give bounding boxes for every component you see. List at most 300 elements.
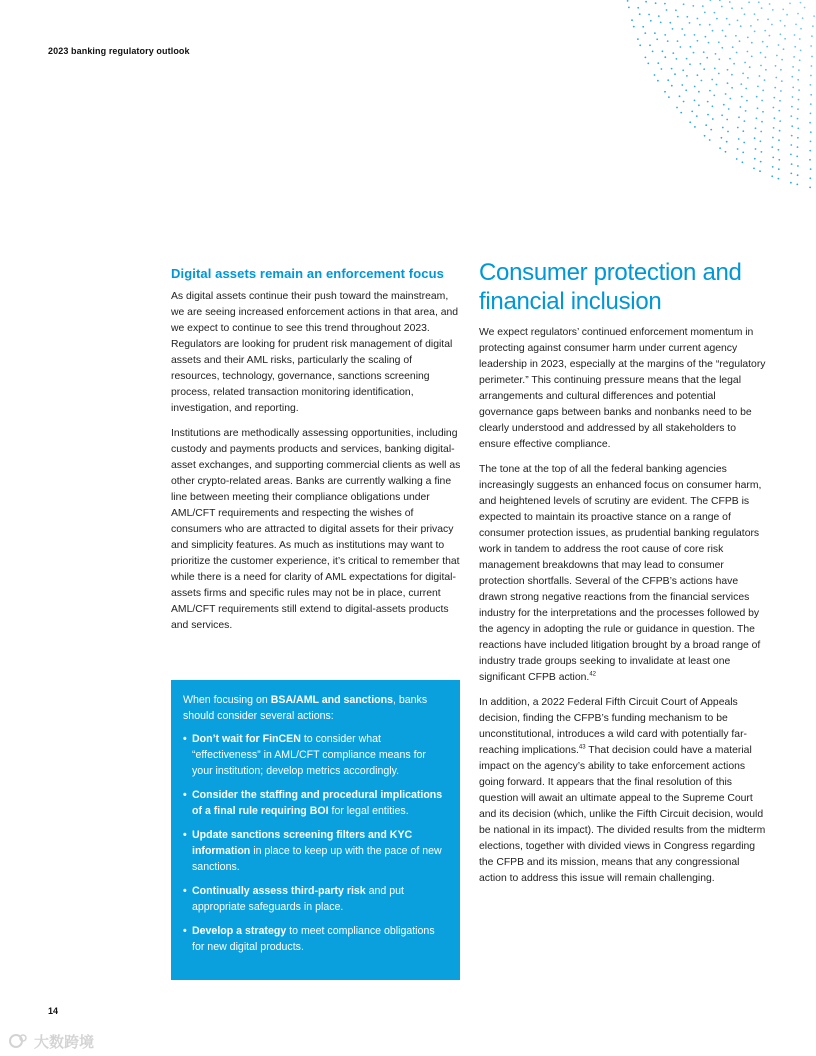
decorative-dot xyxy=(650,20,652,22)
decorative-dot xyxy=(697,18,699,20)
decorative-dot xyxy=(714,68,716,70)
decorative-dot xyxy=(755,148,757,150)
decorative-dot xyxy=(710,129,712,131)
page-number: 14 xyxy=(48,1006,59,1016)
decorative-dot xyxy=(798,69,800,71)
decorative-dot xyxy=(642,26,644,28)
decorative-dot xyxy=(723,104,725,106)
decorative-dot xyxy=(760,52,762,54)
list-item: • Continually assess third-party risk and put appropriate safeguards in place. xyxy=(183,885,404,913)
decorative-dot xyxy=(798,89,800,91)
decorative-dot xyxy=(774,117,776,119)
decorative-dot xyxy=(809,150,811,152)
decorative-dot xyxy=(802,17,804,19)
list-item: • Consider the staffing and procedural implications of a final rule requiring BOI for legal entities. xyxy=(183,789,443,817)
decorative-dot xyxy=(709,24,711,26)
decorative-dot xyxy=(767,18,769,20)
decorative-dot xyxy=(741,96,743,98)
decorative-dot xyxy=(731,87,733,89)
decorative-dot xyxy=(754,158,756,160)
decorative-dot xyxy=(759,75,761,77)
decorative-dot xyxy=(810,75,812,77)
decorative-dot xyxy=(796,184,798,186)
decorative-dot xyxy=(738,138,740,140)
paragraph: In addition, a 2022 Federal Fifth Circuit Court of Appeals decision, finding the CFPB’s funding mechanism to be unconstitutional, introduces a wild card with potentially far-reaching implications.$^{43}$ That decision could have a material impact on the agency’s ability to take enforcement actions going forward. It appears that the final resolution of this question will await an ultimate appeal to the Supreme Court and its decision (which, unlike the Fifth Circuit decision, would be national in its impact). The divided results from the midterm elections, together with divided views in Congress regarding the CFPB and its mission, means that any congressional action to address this issue will remain challenging. xyxy=(479,697,766,884)
decorative-dot xyxy=(760,131,762,133)
decorative-dot xyxy=(727,82,729,84)
decorative-dot xyxy=(775,77,777,79)
decorative-dot xyxy=(671,68,673,70)
decorative-dot xyxy=(784,38,786,40)
decorative-dot xyxy=(740,83,742,85)
decorative-dot xyxy=(810,113,812,115)
decorative-dot xyxy=(791,125,793,127)
decorative-dot xyxy=(681,28,683,30)
decorative-dot xyxy=(778,168,780,170)
decorative-dot xyxy=(698,104,700,106)
decorative-dot xyxy=(790,182,792,184)
decorative-dot xyxy=(772,157,774,159)
decorative-dot xyxy=(743,142,745,144)
decorative-dot xyxy=(729,58,731,60)
decorative-dot xyxy=(656,38,658,40)
decorative-dot xyxy=(652,51,654,53)
bullet-icon: • xyxy=(183,925,187,937)
callout-intro: When focusing on BSA/AML and sanctions, banks should consider several actions: xyxy=(183,694,428,722)
decorative-dot xyxy=(697,74,699,76)
decorative-dot xyxy=(778,149,780,151)
decorative-dot xyxy=(700,63,702,65)
decorative-dot xyxy=(747,77,749,79)
decorative-dot xyxy=(692,5,694,7)
decorative-dot xyxy=(647,63,649,65)
decorative-dot xyxy=(780,69,782,71)
decorative-dot xyxy=(689,22,691,24)
decorative-dot xyxy=(719,147,721,149)
decorative-dot xyxy=(661,68,663,70)
decorative-dot xyxy=(800,2,802,4)
decorative-dot xyxy=(664,91,666,93)
decorative-dot xyxy=(657,62,659,64)
decorative-dot xyxy=(744,62,746,64)
decorative-dot xyxy=(698,91,700,93)
decorative-dot xyxy=(728,108,730,110)
decorative-dot xyxy=(810,94,812,96)
paragraph: As digital assets continue their push toward the mainstream, we are seeing increased enforcement actions in that area, and we expect to continue to see this trend throughout 2023. Regulators are looking for prudent risk management of digital assets and their AML risks, particularly the scaling of resources, technology, governance, sanctions screening process, related transaction monitoring identification, investigation, and reporting. xyxy=(171,291,459,414)
decorative-dot xyxy=(738,116,740,118)
decorative-dot xyxy=(773,127,775,129)
decorative-dot xyxy=(668,96,670,98)
decorative-dot xyxy=(742,73,744,75)
decorative-dot xyxy=(709,139,711,141)
decorative-dot xyxy=(729,1,731,3)
decorative-dot xyxy=(658,15,660,17)
decorative-dot xyxy=(689,63,691,65)
decorative-dot xyxy=(715,53,717,55)
decorative-dot-pattern xyxy=(616,0,816,200)
decorative-dot xyxy=(639,13,641,15)
decorative-dot xyxy=(664,34,666,36)
decorative-dot xyxy=(769,35,771,37)
decorative-dot xyxy=(735,35,737,37)
list-item: • Don’t wait for FinCEN to consider what “effectiveness” in AML/CFT compliance means for your institution; develop metrics accordingly. xyxy=(183,733,426,777)
decorative-dot xyxy=(747,37,749,39)
decorative-dot xyxy=(664,3,666,5)
decorative-dot xyxy=(757,107,759,109)
decorative-dot xyxy=(648,14,650,16)
decorative-dot xyxy=(712,118,714,120)
decorative-dot xyxy=(786,14,788,16)
bullet-icon: • xyxy=(183,733,187,745)
decorative-dot xyxy=(744,13,746,15)
decorative-dot xyxy=(731,7,733,9)
decorative-dot xyxy=(794,34,796,36)
decorative-dot xyxy=(684,34,686,36)
decorative-dot xyxy=(779,120,781,122)
decorative-dot xyxy=(739,40,741,42)
decorative-dot xyxy=(797,137,799,139)
decorative-dot xyxy=(681,84,683,86)
decorative-dot xyxy=(772,9,774,11)
decorative-dot xyxy=(813,15,815,17)
decorative-dot xyxy=(762,90,764,92)
decorative-dot xyxy=(721,47,723,49)
decorative-dot xyxy=(693,52,695,54)
decorative-dot xyxy=(645,1,647,3)
decorative-dot xyxy=(705,36,707,38)
decorative-dot xyxy=(761,100,763,102)
decorative-dot xyxy=(676,58,678,60)
decorative-dot xyxy=(674,73,676,75)
decorative-dot xyxy=(733,63,735,65)
decorative-dot xyxy=(761,121,763,123)
decorative-dot xyxy=(645,57,647,59)
decorative-dot xyxy=(676,107,678,109)
decorative-dot xyxy=(760,161,762,163)
decorative-dot xyxy=(748,1,750,3)
decorative-dot xyxy=(711,79,713,81)
decorative-dot xyxy=(694,34,696,36)
decorative-dot xyxy=(796,156,798,158)
decorative-dot xyxy=(809,122,811,124)
decorative-dot xyxy=(667,79,669,81)
decorative-dot xyxy=(776,55,778,57)
decorative-dot xyxy=(664,56,666,58)
decorative-dot xyxy=(686,75,688,77)
decorative-dot xyxy=(736,158,738,160)
decorative-dot xyxy=(789,3,791,5)
decorative-dot xyxy=(742,130,744,132)
decorative-dot xyxy=(799,38,801,40)
paragraph: We expect regulators’ continued enforcement momentum in protecting against consumer harm under current agency leadership in 2023, especially at the margins of the “regulatory perimeter.” This continuing pressure means that the legal arrangements and cultural differences and potential governance gaps between banks and nonbanks need to be clearly understood and addressed by all stakeholders to ensure effective compliance. xyxy=(479,327,766,450)
decorative-dot xyxy=(778,110,780,112)
decorative-dot xyxy=(737,148,739,150)
list-item: • Develop a strategy to meet compliance obligations for new digital products. xyxy=(183,925,435,953)
decorative-dot xyxy=(637,38,639,40)
bullet-icon: • xyxy=(183,885,187,897)
decorative-dot xyxy=(780,33,782,35)
decorative-dot xyxy=(694,100,696,102)
decorative-dot xyxy=(702,5,704,7)
decorative-dot xyxy=(657,80,659,82)
decorative-dot xyxy=(725,35,727,37)
decorative-dot xyxy=(811,56,813,58)
decorative-dot xyxy=(697,40,699,42)
decorative-dot xyxy=(667,40,669,42)
decorative-dot xyxy=(745,110,747,112)
decorative-dot xyxy=(773,97,775,99)
decorative-dot xyxy=(628,7,630,9)
running-header: 2023 banking regulatory outlook xyxy=(48,46,190,56)
decorative-dot xyxy=(672,28,674,30)
decorative-dot xyxy=(726,119,728,121)
decorative-dot xyxy=(797,127,799,129)
decorative-dot xyxy=(683,101,685,103)
decorative-dot xyxy=(751,56,753,58)
decorative-dot xyxy=(694,126,696,128)
decorative-dot xyxy=(633,26,635,28)
decorative-dot xyxy=(800,50,802,52)
decorative-dot xyxy=(812,25,814,27)
decorative-dot xyxy=(707,114,709,116)
decorative-dot xyxy=(762,111,764,113)
decorative-dot xyxy=(704,12,706,14)
decorative-dot xyxy=(762,41,764,43)
paragraph: The tone at the top of all the federal banking agencies increasingly suggests an enhanced focus on consumer harm, and heightened levels of scrutiny are evident. The CFPB is expected to maintain its proactive stance on a range of consumer protection issues, as prudential banking regulators work in tandem to address the root cause of core risk management breakdowns that may lead to consumer protection shortfalls. Several of the CFPB’s actions have drawn strong negative reactions from the financial services industry for the interpretations and the processes followed by the agency in adopting the rule or guidance in question. The reactions have included litigation brought by a broad range of industry trade groups seeking to invalidate at least one significant CFPB action.$^{42}$ xyxy=(479,464,762,683)
decorative-dot xyxy=(705,124,707,126)
decorative-dot xyxy=(712,105,714,107)
decorative-dot xyxy=(790,154,792,156)
decorative-dot xyxy=(706,57,708,59)
watermark xyxy=(8,1030,118,1052)
decorative-dot xyxy=(811,35,813,37)
right-column xyxy=(479,258,769,896)
decorative-dot xyxy=(666,9,668,11)
decorative-dot xyxy=(729,98,731,100)
decorative-dot xyxy=(794,46,796,48)
decorative-dot xyxy=(791,76,793,78)
decorative-dot xyxy=(736,52,738,54)
decorative-dot xyxy=(662,50,664,52)
decorative-dot xyxy=(754,31,756,33)
decorative-dot xyxy=(686,58,688,60)
decorative-dot xyxy=(771,175,773,177)
decorative-dot xyxy=(760,65,762,67)
decorative-dot xyxy=(737,127,739,129)
decorative-dot xyxy=(691,111,693,113)
decorative-dot xyxy=(703,51,705,53)
decorative-dot xyxy=(722,30,724,32)
decorative-dot xyxy=(654,74,656,76)
decorative-dot xyxy=(764,30,766,32)
decorative-dot xyxy=(740,25,742,27)
decorative-dot xyxy=(756,96,758,98)
decorative-dot xyxy=(791,163,793,165)
decorative-dot xyxy=(747,51,749,53)
decorative-dot xyxy=(810,84,812,86)
decorative-dot xyxy=(793,56,795,58)
decorative-dot xyxy=(773,107,775,109)
decorative-dot xyxy=(740,106,742,108)
decorative-dot xyxy=(797,118,799,120)
decorative-dot xyxy=(669,22,671,24)
decorative-dot xyxy=(732,46,734,48)
decorative-dot xyxy=(721,137,723,139)
decorative-dot xyxy=(810,168,812,170)
decorative-dot xyxy=(750,25,752,27)
decorative-dot xyxy=(754,137,756,139)
decorative-dot xyxy=(774,87,776,89)
decorative-dot xyxy=(637,7,639,9)
decorative-dot xyxy=(797,79,799,81)
decorative-dot xyxy=(686,16,688,18)
decorative-dot xyxy=(797,146,799,148)
decorative-dot xyxy=(775,65,777,67)
decorative-dot xyxy=(790,115,792,117)
decorative-dot xyxy=(718,58,720,60)
paragraph: Institutions are methodically assessing opportunities, including custody and payments products and services, banking digital-asset exchanges, and supporting commercial clients as well as other crypto-related areas. Banks are currently walking a fine line between meeting their compliance obligations under AML/CFT requirements and respecting the wishes of consumers who are attracted to digital assets for their privacy and simplicity features. As much as institutions may want to prioritize the customer experience, it’s critical to remember that while there is a need for clarity of AML expectations for digital-assets firms and specific rules may not be in place, current AML/CFT requirements still extend to digital-assets products and services. xyxy=(171,428,461,631)
decorative-dot xyxy=(790,144,792,146)
decorative-dot xyxy=(778,159,780,161)
decorative-dot xyxy=(760,140,762,142)
decorative-dot xyxy=(756,117,758,119)
decorative-dot xyxy=(795,24,797,26)
decorative-dot xyxy=(783,48,785,50)
decorative-dot xyxy=(810,141,812,143)
decorative-dot xyxy=(779,130,781,132)
bsa-aml-callout-box xyxy=(171,680,460,980)
decorative-dot xyxy=(778,178,780,180)
decorative-dot xyxy=(703,68,705,70)
decorative-dot xyxy=(797,165,799,167)
decorative-dot xyxy=(721,114,723,116)
decorative-dot xyxy=(675,9,677,11)
decorative-dot xyxy=(719,0,721,1)
bullet-icon: • xyxy=(183,829,187,841)
decorative-dot xyxy=(741,7,743,9)
decorative-dot xyxy=(660,22,662,24)
decorative-dot xyxy=(746,100,748,102)
decorative-dot xyxy=(755,127,757,129)
decorative-dot xyxy=(694,86,696,88)
decorative-dot xyxy=(780,20,782,22)
decorative-dot xyxy=(781,59,783,61)
watermark-text: 大数跨境 xyxy=(34,1033,95,1051)
decorative-dot xyxy=(716,84,718,86)
decorative-dot xyxy=(781,80,783,82)
decorative-dot xyxy=(713,95,715,97)
decorative-dot xyxy=(742,161,744,163)
decorative-dot xyxy=(769,3,771,5)
decorative-dot xyxy=(696,115,698,117)
decorative-dot xyxy=(780,90,782,92)
section-heading-digital-assets: Digital assets remain an enforcement focus xyxy=(171,266,444,281)
list-item: • Update sanctions screening filters and KYC information in place to keep up with the pace of new sanctions. xyxy=(183,829,442,873)
decorative-dot xyxy=(761,151,763,153)
decorative-dot xyxy=(797,108,799,110)
decorative-dot xyxy=(710,0,712,1)
footnote-ref: 42 xyxy=(589,671,596,678)
decorative-dot xyxy=(765,56,767,58)
decorative-dot xyxy=(766,46,768,48)
decorative-dot xyxy=(761,7,763,9)
decorative-dot xyxy=(791,135,793,137)
decorative-dot xyxy=(753,168,755,170)
decorative-dot xyxy=(655,2,657,4)
decorative-dot xyxy=(809,187,811,189)
decorative-dot xyxy=(737,20,739,22)
decorative-dot xyxy=(771,146,773,148)
decorative-dot xyxy=(680,46,682,48)
decorative-dot xyxy=(782,9,784,11)
decorative-dot xyxy=(800,28,802,30)
decorative-dot xyxy=(751,42,753,44)
decorative-dot xyxy=(712,30,714,32)
decorative-dot xyxy=(709,90,711,92)
decorative-dot xyxy=(726,18,728,20)
decorative-dot xyxy=(759,170,761,172)
decorative-dot xyxy=(689,121,691,123)
decorative-dot xyxy=(811,65,813,67)
decorative-dot xyxy=(631,19,633,21)
decorative-dot xyxy=(671,85,673,87)
decorative-dot xyxy=(729,24,731,26)
decorative-dot xyxy=(771,24,773,26)
decorative-dot xyxy=(784,25,786,27)
decorative-dot xyxy=(757,19,759,21)
footnote-ref: 43 xyxy=(578,744,586,751)
decorative-dot xyxy=(792,66,794,68)
left-column xyxy=(171,266,461,643)
decorative-dot xyxy=(798,99,800,101)
decorative-dot xyxy=(727,131,729,133)
decorative-dot xyxy=(754,13,756,15)
decorative-dot xyxy=(778,139,780,141)
decorative-dot xyxy=(779,100,781,102)
decorative-dot xyxy=(721,6,723,8)
decorative-dot xyxy=(714,12,716,14)
decorative-dot xyxy=(725,93,727,95)
decorative-dot xyxy=(726,141,728,143)
decorative-dot xyxy=(772,166,774,168)
decorative-dot xyxy=(742,152,744,154)
decorative-dot xyxy=(797,174,799,176)
decorative-dot xyxy=(627,0,629,2)
decorative-dot xyxy=(708,42,710,44)
decorative-dot xyxy=(679,95,681,97)
decorative-dot xyxy=(809,177,811,179)
decorative-dot xyxy=(797,13,799,15)
decorative-dot xyxy=(804,7,806,9)
decorative-dot xyxy=(718,73,720,75)
decorative-dot xyxy=(810,131,812,133)
decorative-dot xyxy=(680,112,682,114)
decorative-dot xyxy=(731,74,733,76)
decorative-dot xyxy=(707,101,709,103)
watermark-logo-icon xyxy=(8,1032,30,1050)
decorative-dot xyxy=(654,32,656,34)
decorative-dot xyxy=(699,24,701,26)
decorative-dot xyxy=(690,46,692,48)
bullet-icon: • xyxy=(183,789,187,801)
decorative-dot xyxy=(644,32,646,34)
decorative-dot xyxy=(727,69,729,71)
decorative-dot xyxy=(677,40,679,42)
decorative-dot xyxy=(778,44,780,46)
decorative-dot xyxy=(810,103,812,105)
decorative-dot xyxy=(810,45,812,47)
decorative-dot xyxy=(792,87,794,89)
